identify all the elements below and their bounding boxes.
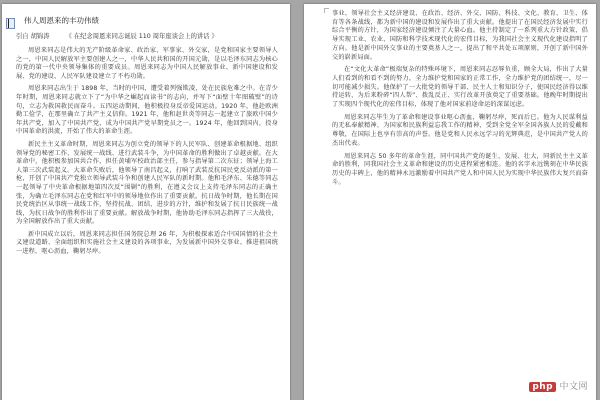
paragraph[interactable]: 周恩来同志 50 多年的革命生涯，同中国共产党的诞生、发展、壮大，同新民主主义革命的胜利，同我国社会主义革命和建设的历史进程紧密相连。他的名字永远镌刻在中华民族历史的丰碑上，他的精神永远激励着中国共产党人和中国人民为实现中华民族伟大复兴而奋斗。 xyxy=(332,152,588,186)
paragraph[interactable]: 新中国成立以后，周恩来同志担任国务院总理 26 年，为积极探索适合中国国情的社会主义建设道路、全面组织和实施社会主义建设的各项事业，为发展新中国外交事业、推进祖国统一进程，呕心沥血，鞠躬尽瘁。 xyxy=(16,230,278,256)
page-body xyxy=(332,10,588,191)
page-body xyxy=(16,10,278,261)
paragraph[interactable]: 周恩来同志出生于 1898 年，当时的中国，遭受着列强欺凌，处在民族危难之中。在青少年时期，周恩来同志就立下了“为中华之崛起而读书”的志向，并写下“面壁十年图破壁”的诗句，立志为救国救民而奋斗。五四运动期间，他积极投身反帝爱国运动。1920 年，他赴欧洲勤工俭学，在那里确立了共产主义信仰。1921 年，他和赵世炎等同志一起建立了旅欧中国少年共产党，加入了中国共产党，成为中国共产党早期党员之一。1924 年，他回到国内，投身中国革命的洪流，开始了伟大的革命生涯。 xyxy=(16,85,278,136)
paragraph[interactable]: 事业、领导社会主义经济建设、在政治、经济、外交、国防、科技、文化、教育、卫生、体育等各条战线，都为新中国的建设和发展作出了重大贡献。他提出了在国民经济发展中实行综合平衡的方针，为国家经济建设倾注了大量心血。他主持制定了一系列重大方针政策，倡导实现工业、农业、国防和科学技术现代化的宏伟目标，为我国社会主义现代化建设指明了方向。他是新中国外交事业的主要奠基人之一，提出了和平共处五项原则，开创了新中国外交的崭新局面。 xyxy=(332,10,588,61)
document-page-left[interactable] xyxy=(2,4,290,400)
paragraph[interactable]: 新民主主义革命时期，周恩来同志为创立党的领导下的人民军队、创建革命根据地、组织领导党的秘密工作、发展统一战线、进行武装斗争，为中国革命的胜利做出了卓越贡献。在大革命中，他积极参加国共合作，担任黄埔军校政治部主任，参与指导第二次东征；领导上海工人第三次武装起义。大革命失败后，他领导了南昌起义，打响了武装反抗国民党反动派的第一枪，开创了中国共产党独立领导武装斗争和创建人民军队的新时期。他和毛泽东、朱德等同志一起领导了中央革命根据地第四次反“围剿”的胜利，在遵义会议上支持毛泽东同志的正确主张，为确立毛泽东同志在党和红军中的领导地位作出了重要贡献。抗日战争时期，他长期在国民党统治区从事统一战线工作，坚持抗战、团结、进步的方针，维护和发展了抗日民族统一战线，为抗日战争的胜利作出了重要贡献。解放战争时期，他协助毛泽东同志指挥了三大战役，为全国解放作出了重大贡献。 xyxy=(16,140,278,226)
paragraph[interactable]: 周恩来同志毕生为了革命和建设事业呕心沥血，鞠躬尽瘁，死而后已。他为人民谋利益的无私奉献精神、为国家和民族利益忘我工作的精神，受到全党全军全国各族人民的爱戴和尊敬，在国际上也享有崇高的声誉。他是党和人民永远学习的光辉典范，是中国共产党人的杰出代表。 xyxy=(332,113,588,147)
paragraph[interactable]: 在“文化大革命”极端复杂的特殊环境下，周恩来同志忍辱负重，顾全大局，作出了大量人们看到的和看不到的努力，全力维护党和国家的正常工作，全力维护党的团结统一，尽一切可能减少损失。他保护了一大批党的领导干部、民主人士和知识分子，使国民经济得以维持运转，为后来粉碎“四人帮”、拨乱反正、实行改革开放奠定了重要基础。他晚年时期提出了实现四个现代化的宏伟目标，体现了他对国家前途命运的深谋远虑。 xyxy=(332,66,588,109)
margin-corner-mark xyxy=(324,8,329,13)
byline-source: 《 在纪念周恩来同志诞辰 110 周年座谈会上的讲话 》 xyxy=(65,33,218,40)
watermark-brand: php xyxy=(529,382,556,392)
text-cursor xyxy=(8,19,9,28)
byline xyxy=(16,32,278,41)
document-title[interactable]: 伟人周恩来的丰功伟绩 xyxy=(24,16,99,25)
document-page-right[interactable] xyxy=(304,4,596,400)
paragraph[interactable]: 周恩来同志是伟大的无产阶级革命家、政治家、军事家、外交家，是党和国家主要领导人之一，中国人民解放军主要创建人之一，中华人民共和国的开国元勋，是以毛泽东同志为核心的党的第一代中央领导集体的重要成员。周恩来同志为中国人民解放事业、新中国建设和发展、党的建设、人民军队建设建立了不朽功勋。 xyxy=(16,47,278,80)
site-watermark xyxy=(529,379,588,392)
byline-author: 引自 胡锦涛 xyxy=(16,33,50,40)
watermark-site: 中文网 xyxy=(559,382,588,392)
